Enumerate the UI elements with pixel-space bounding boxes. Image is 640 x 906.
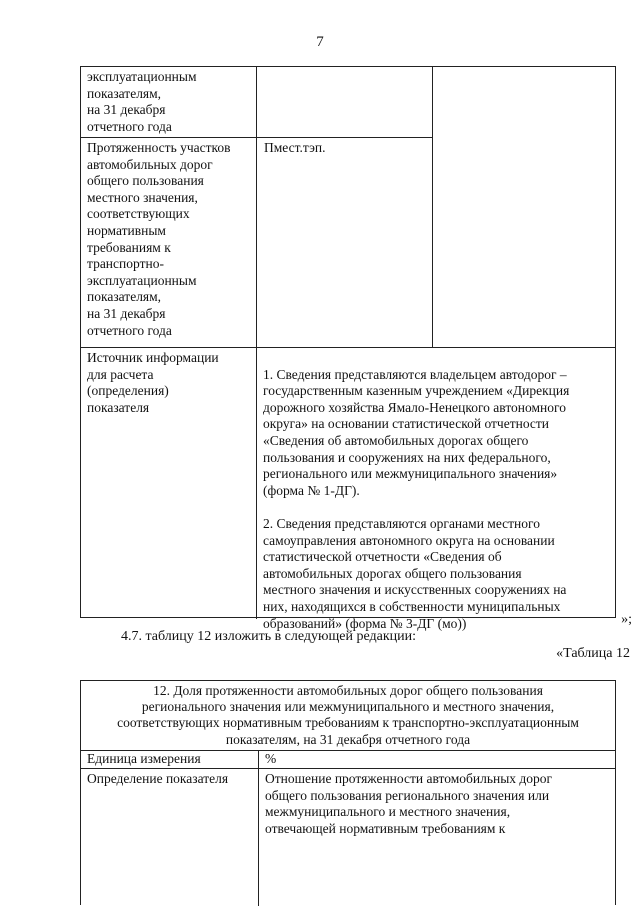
table-cell-length-value: Пмест.тэп. bbox=[264, 140, 326, 155]
column-divider bbox=[258, 750, 259, 906]
column-divider bbox=[432, 67, 433, 347]
source-item-1: 1. Сведения представляются владельцем автодорог – государственным казенным учреждением «Дирекция дорожного хозяйства Ямало-Ненецкого автономного округа» на основании статистической отчетности «Сведения об автомобильных дорогах общего пользования и сооружениях на них федерального, регионального или межмуниципального значения» (форма № 1-ДГ). bbox=[263, 366, 570, 498]
table-label: «Таблица 12 bbox=[556, 646, 630, 661]
unit-label: Единица измерения bbox=[87, 751, 201, 766]
definition-label: Определение показателя bbox=[87, 771, 229, 786]
page-number: 7 bbox=[316, 34, 324, 50]
table-cell-continuation: эксплуатационным показателям, на 31 декабря отчетного года bbox=[87, 69, 197, 134]
table-cell-source-value bbox=[263, 350, 615, 649]
row-divider bbox=[81, 137, 432, 138]
source-item-2: 2. Сведения представляются органами местного самоуправления автономного округа на основании статистической отчетности «Сведения об автомобильных дорогах общего пользования местного значения и искусственных сооружениях на них, находящихся в собственности муниципальных образований» (форма № 3-ДГ (мо)) bbox=[263, 515, 567, 631]
definition-value: Отношение протяженности автомобильных дорог общего пользования регионального значения или межмуниципального и местного значения, отвечающей нормативным требованиям к bbox=[265, 771, 553, 836]
instruction-text: 4.7. таблицу 12 изложить в следующей редакции: bbox=[121, 629, 417, 644]
row-divider bbox=[81, 347, 616, 348]
indicator-table bbox=[80, 66, 616, 631]
closing-mark: »; bbox=[621, 612, 632, 627]
column-divider bbox=[256, 67, 257, 619]
row-divider bbox=[81, 768, 615, 769]
table-cell-length-label: Протяженность участков автомобильных дорог общего пользования местного значения, соответствующих нормативным требованиям к транспортно- эксплуатационным показателям, на 31 декабря отчетного года bbox=[87, 140, 231, 338]
indicator-table-12 bbox=[80, 680, 616, 905]
table-cell-source-label: Источник информации для расчета (определения) показателя bbox=[87, 350, 219, 415]
unit-value: % bbox=[265, 751, 277, 766]
table-header: 12. Доля протяженности автомобильных дорог общего пользования регионального значения или межмуниципального и местного значения, соответствующих нормативным требованиям к транспортно-эксплуатационным показателям, на 31 декабря отчетного года bbox=[117, 683, 579, 747]
